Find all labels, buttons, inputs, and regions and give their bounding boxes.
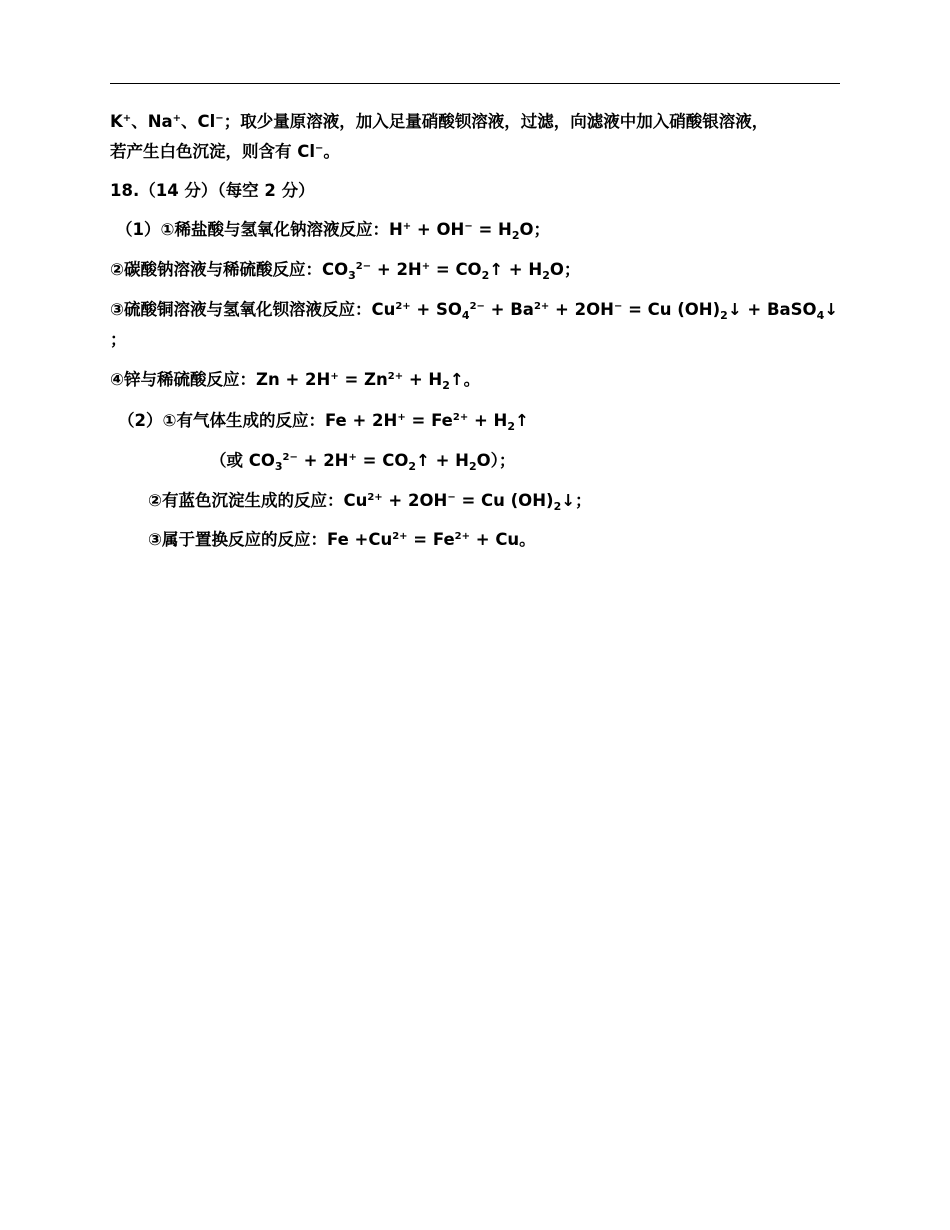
q18-1-item-1: （1）①稀盐酸与氢氧化钠溶液反应：$H^+ + OH^- = H_2O$； [116,220,551,242]
q18-2-item-2: ②有蓝色沉淀生成的反应：$Cu^{2+} + 2OH^- = Cu$ $(OH)_2↓$； [148,491,592,513]
q18-1-item-2: ②碳酸钠溶液与稀硫酸反应：$CO_3^{2-} + 2H^+$ = $CO_2↑ + H_2O$； [110,260,581,282]
q17-line-2: 若产生白色沉淀，则含有 Cl−。 [110,142,340,161]
q18-2-item-1-alt: （或 $CO_3^{2-} + 2H^+$ = $CO_2↑ + H_2O$）； [210,451,516,473]
q18-header: 18.（14 分）（每空 2 分） [110,181,315,200]
q18-1-item-3: ③硫酸铜溶液与氢氧化钡溶液反应：$Cu^{2+} + SO_4^{2-} + Ba^{2+} + 2OH^- = Cu$ $(OH)_2↓$ + BaSO$_4$↓ [110,300,839,322]
q17-line-1: K+、Na+、Cl−；取少量原溶液，加入足量硝酸钡溶液，过滤，向滤液中加入硝酸银溶液， [110,112,769,131]
q18-2-item-3: ③属于置换反应的反应：$Fe +Cu^{2+} = Fe^{2+} + Cu$。 [148,530,536,549]
q18-1-item-4: ④锌与稀硫酸反应：$Zn + 2H^+ = Zn^{2+}$ + $H_2↑$。 [110,370,481,392]
header-rule [110,83,840,84]
q18-2-item-1: （2）①有气体生成的反应：$Fe + 2H^+ = Fe^{2+}$ + $H_2↑$ [118,411,529,433]
q18-1-item-3-end: ； [110,330,127,349]
